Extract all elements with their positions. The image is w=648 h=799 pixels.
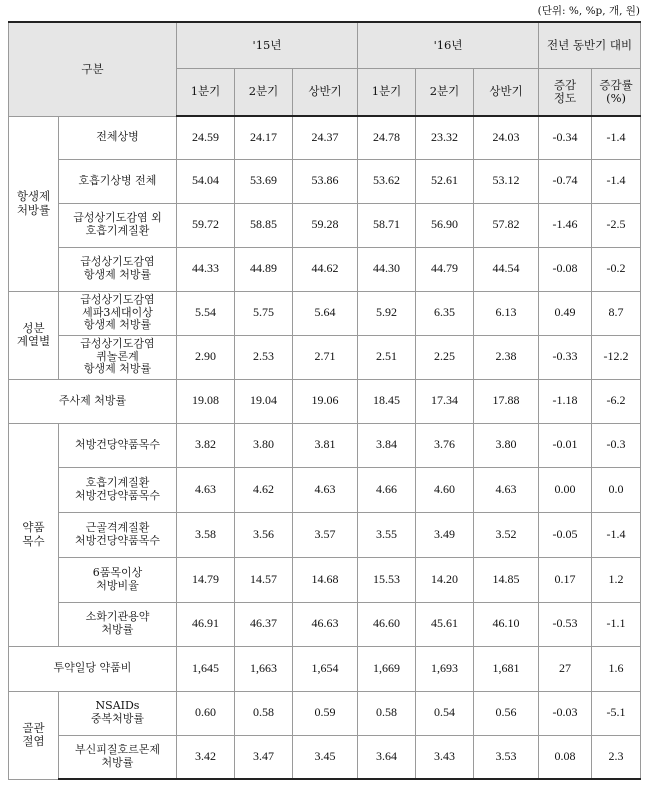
value-2016-q2: 44.79 [416, 247, 474, 291]
value-2015-q1: 3.42 [177, 735, 235, 779]
value-2016-h1: 4.63 [474, 467, 539, 512]
row-label [59, 735, 177, 779]
value-2015-h1: 3.81 [293, 423, 358, 467]
row-label-line: 처방비율 [96, 578, 139, 592]
value-2016-h1: 46.10 [474, 602, 539, 646]
row-label-line: 항생제 처방률 [83, 268, 152, 281]
value-2015-q1: 44.33 [177, 247, 235, 291]
value-2016-q1: 44.30 [358, 247, 416, 291]
value-2015-q2: 2.53 [235, 335, 293, 379]
value-change-rate: -1.4 [592, 512, 641, 557]
row-label [59, 203, 177, 247]
value-change-rate: -1.1 [592, 602, 641, 646]
value-2015-q2: 5.75 [235, 291, 293, 335]
value-2015-h1: 59.28 [293, 203, 358, 247]
value-2015-q1: 2.90 [177, 335, 235, 379]
row-label [59, 512, 177, 557]
value-2015-h1: 19.06 [293, 379, 358, 423]
row-label-line: 소화기관용약 [85, 610, 150, 624]
value-2015-h1: 5.64 [293, 291, 358, 335]
value-2016-q2: 14.20 [416, 557, 474, 602]
value-2015-q2: 44.89 [235, 247, 293, 291]
table-row [9, 203, 641, 247]
table-row [9, 247, 641, 291]
row-label-line: 급성상기도감염 [80, 293, 155, 307]
group-component-class: 성분 계열별 [9, 291, 59, 379]
row-label-line: 처방건당약품목수 [74, 533, 160, 547]
value-change-rate: 1.6 [592, 646, 641, 691]
value-2016-q1: 3.84 [358, 423, 416, 467]
value-2016-q1: 46.60 [358, 602, 416, 646]
header-change-rate: 증감률 (%) [592, 68, 641, 116]
table-row [9, 557, 641, 602]
table-row [9, 116, 641, 159]
row-label-line: 투약일당 약품비 [53, 661, 132, 675]
value-2015-q1: 3.82 [177, 423, 235, 467]
group-drug-count: 약품 목수 [9, 423, 59, 646]
value-2015-q2: 24.17 [235, 116, 293, 159]
value-2015-h1: 14.68 [293, 557, 358, 602]
value-2015-q2: 53.69 [235, 159, 293, 203]
value-2016-q1: 3.55 [358, 512, 416, 557]
value-2015-q1: 59.72 [177, 203, 235, 247]
row-label [59, 247, 177, 291]
row-label-line: 호흡기상병 전체 [78, 173, 157, 187]
value-2016-q1: 53.62 [358, 159, 416, 203]
value-2016-q1: 58.71 [358, 203, 416, 247]
row-label [9, 379, 177, 423]
row-label-line: 전체상병 [96, 130, 139, 144]
value-2016-q1: 1,669 [358, 646, 416, 691]
header-year-2015: '15년 [177, 22, 358, 68]
value-change-amount: -0.08 [539, 247, 592, 291]
value-change-amount: -1.46 [539, 203, 592, 247]
row-label-line: 중복처방률 [90, 712, 145, 725]
value-2016-q1: 4.66 [358, 467, 416, 512]
value-2016-q1: 5.92 [358, 291, 416, 335]
value-2016-q1: 3.64 [358, 735, 416, 779]
table-row [9, 291, 641, 335]
value-2016-q2: 2.25 [416, 335, 474, 379]
value-change-amount: -0.74 [539, 159, 592, 203]
row-label-line: 처방건당약품목수 [74, 437, 160, 451]
value-change-amount: -0.03 [539, 691, 592, 735]
header-change-amount: 증감 정도 [539, 68, 592, 116]
value-2015-q1: 3.58 [177, 512, 235, 557]
table-row [9, 691, 641, 735]
value-change-amount: 0.08 [539, 735, 592, 779]
value-2016-q2: 56.90 [416, 203, 474, 247]
header-year-2016: '16년 [358, 22, 539, 68]
value-2015-q1: 19.08 [177, 379, 235, 423]
value-2015-h1: 46.63 [293, 602, 358, 646]
value-change-amount: -0.05 [539, 512, 592, 557]
row-label-line: 부신피질호르몬제 [74, 743, 160, 757]
header-2016-h1: 상반기 [474, 68, 539, 116]
value-2015-q1: 1,645 [177, 646, 235, 691]
value-2016-h1: 3.52 [474, 512, 539, 557]
value-2016-q2: 1,693 [416, 646, 474, 691]
value-2015-q1: 24.59 [177, 116, 235, 159]
value-2015-q2: 3.47 [235, 735, 293, 779]
value-2016-q2: 3.49 [416, 512, 474, 557]
value-2015-q2: 46.37 [235, 602, 293, 646]
value-2016-h1: 53.12 [474, 159, 539, 203]
value-2016-q1: 24.78 [358, 116, 416, 159]
value-2015-h1: 3.45 [293, 735, 358, 779]
value-2016-q2: 17.34 [416, 379, 474, 423]
value-2015-q2: 3.80 [235, 423, 293, 467]
value-2015-q1: 4.63 [177, 467, 235, 512]
value-change-amount: 0.00 [539, 467, 592, 512]
row-label-line: 급성상기도감염 외 [73, 211, 162, 225]
value-2015-q1: 0.60 [177, 691, 235, 735]
value-change-amount: 27 [539, 646, 592, 691]
value-2016-q2: 0.54 [416, 691, 474, 735]
value-change-amount: -0.01 [539, 423, 592, 467]
row-label-line: 호흡기계질환 [85, 475, 150, 489]
value-change-rate: 0.0 [592, 467, 641, 512]
row-label-line: NSAIDs [95, 699, 140, 713]
value-2015-h1: 3.57 [293, 512, 358, 557]
table-row [9, 423, 641, 467]
value-change-rate: -12.2 [592, 335, 641, 379]
table-row [9, 735, 641, 779]
prescription-indicator-table [8, 21, 641, 780]
row-label [59, 159, 177, 203]
header-2015-q1: 1분기 [177, 68, 235, 116]
value-2016-q1: 18.45 [358, 379, 416, 423]
value-2016-q2: 23.32 [416, 116, 474, 159]
value-2015-h1: 24.37 [293, 116, 358, 159]
value-2015-q2: 4.62 [235, 467, 293, 512]
header-2016-q1: 1분기 [358, 68, 416, 116]
group-fracture-arthritis: 골관 절염 [9, 691, 59, 779]
value-change-rate: 8.7 [592, 291, 641, 335]
value-2016-h1: 3.80 [474, 423, 539, 467]
value-2015-q2: 58.85 [235, 203, 293, 247]
row-label-line: 6품목이상 [92, 565, 143, 579]
row-label-line: 퀴놀론계 [96, 349, 139, 363]
row-label [59, 602, 177, 646]
value-2016-h1: 6.13 [474, 291, 539, 335]
value-2016-h1: 1,681 [474, 646, 539, 691]
row-label-line: 급성상기도감염 [80, 255, 155, 269]
row-label [9, 646, 177, 691]
value-2015-h1: 4.63 [293, 467, 358, 512]
table-row [9, 335, 641, 379]
group-antibiotic-rate: 항생제 처방률 [9, 116, 59, 291]
value-2015-h1: 2.71 [293, 335, 358, 379]
row-label [59, 557, 177, 602]
row-label [59, 291, 177, 335]
row-label-line: 항생제 처방률 [83, 362, 152, 376]
header-yoy-change: 전년 동반기 대비 [539, 22, 641, 68]
value-change-rate: -2.5 [592, 203, 641, 247]
value-change-amount: -0.53 [539, 602, 592, 646]
value-2016-q2: 52.61 [416, 159, 474, 203]
value-2015-h1: 0.59 [293, 691, 358, 735]
value-2015-q2: 1,663 [235, 646, 293, 691]
value-2015-q2: 0.58 [235, 691, 293, 735]
table-row [9, 646, 641, 691]
value-change-amount: -0.34 [539, 116, 592, 159]
value-2016-q2: 3.76 [416, 423, 474, 467]
table-row [9, 379, 641, 423]
value-2015-q1: 5.54 [177, 291, 235, 335]
value-2016-q2: 45.61 [416, 602, 474, 646]
value-change-rate: -0.3 [592, 423, 641, 467]
row-label [59, 467, 177, 512]
value-change-rate: -1.4 [592, 116, 641, 159]
value-change-rate: -6.2 [592, 379, 641, 423]
value-2015-q2: 14.57 [235, 557, 293, 602]
value-change-rate: 2.3 [592, 735, 641, 779]
value-2016-h1: 2.38 [474, 335, 539, 379]
unit-note: (단위: %, %p, 개, 원) [537, 5, 640, 17]
value-2015-h1: 53.86 [293, 159, 358, 203]
table-row [9, 159, 641, 203]
value-2016-h1: 57.82 [474, 203, 539, 247]
table-row [9, 602, 641, 646]
header-2015-q2: 2분기 [235, 68, 293, 116]
table-row [9, 512, 641, 557]
value-2016-q1: 0.58 [358, 691, 416, 735]
value-change-amount: -0.33 [539, 335, 592, 379]
row-label-line: 항생제 처방률 [83, 318, 152, 332]
header-category: 구분 [9, 22, 177, 116]
row-label [59, 335, 177, 379]
value-2016-h1: 0.56 [474, 691, 539, 735]
value-change-amount: -1.18 [539, 379, 592, 423]
row-label-line: 주사제 처방률 [58, 393, 127, 407]
row-label [59, 116, 177, 159]
value-change-rate: -1.4 [592, 159, 641, 203]
value-change-rate: 1.2 [592, 557, 641, 602]
value-change-rate: -5.1 [592, 691, 641, 735]
row-label-line: 급성상기도감염 [80, 337, 155, 351]
row-label [59, 423, 177, 467]
row-label [59, 691, 177, 735]
value-2016-q2: 6.35 [416, 291, 474, 335]
value-2015-q2: 3.56 [235, 512, 293, 557]
value-change-amount: 0.17 [539, 557, 592, 602]
value-2016-q1: 2.51 [358, 335, 416, 379]
value-2016-h1: 44.54 [474, 247, 539, 291]
value-2016-h1: 24.03 [474, 116, 539, 159]
value-2015-q1: 14.79 [177, 557, 235, 602]
value-change-amount: 0.49 [539, 291, 592, 335]
row-label-line: 처방률 [101, 755, 134, 769]
row-label-line: 호흡기계질환 [85, 224, 150, 237]
value-2015-h1: 1,654 [293, 646, 358, 691]
value-2016-q2: 4.60 [416, 467, 474, 512]
row-label-line: 처방률 [101, 623, 134, 636]
value-2016-h1: 3.53 [474, 735, 539, 779]
value-2016-h1: 17.88 [474, 379, 539, 423]
value-2016-q1: 15.53 [358, 557, 416, 602]
value-2016-h1: 14.85 [474, 557, 539, 602]
value-2015-q1: 46.91 [177, 602, 235, 646]
row-label-line: 근골격계질환 [85, 520, 150, 534]
header-2016-q2: 2분기 [416, 68, 474, 116]
table-row [9, 467, 641, 512]
value-change-rate: -0.2 [592, 247, 641, 291]
value-2015-h1: 44.62 [293, 247, 358, 291]
value-2015-q2: 19.04 [235, 379, 293, 423]
value-2016-q2: 3.43 [416, 735, 474, 779]
row-label-line: 세파3세대이상 [82, 305, 153, 319]
header-2015-h1: 상반기 [293, 68, 358, 116]
row-label-line: 처방건당약품목수 [74, 488, 160, 502]
value-2015-q1: 54.04 [177, 159, 235, 203]
